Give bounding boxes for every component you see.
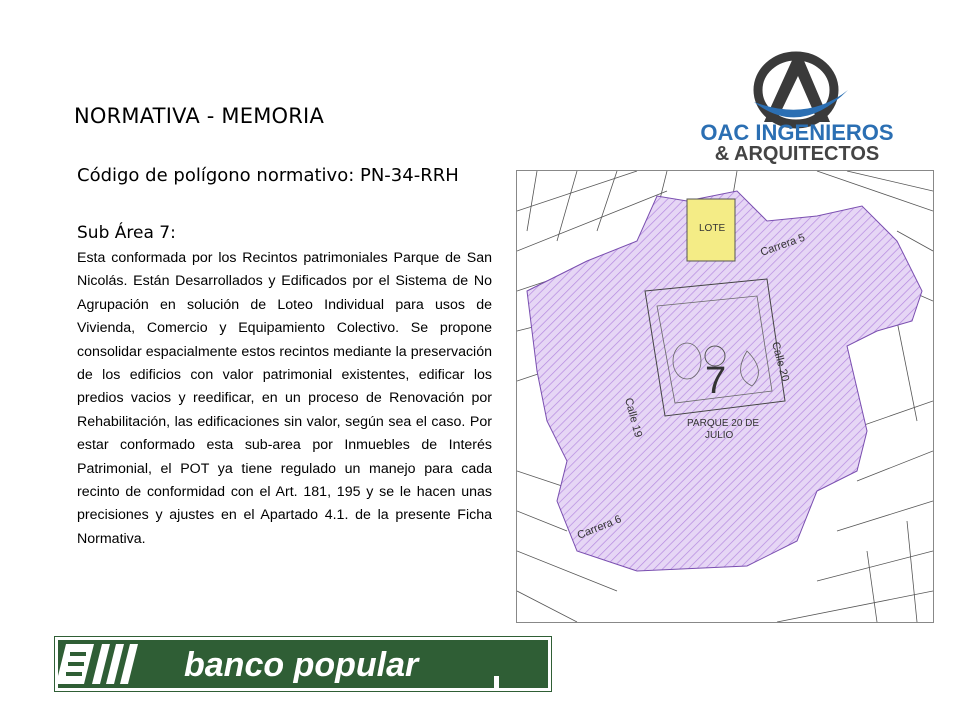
bank-name: banco popular — [184, 646, 419, 684]
street-calle-20: Calle 20 — [769, 340, 792, 383]
urban-map — [516, 170, 934, 623]
oac-logo-line1: OAC INGENIEROS — [700, 120, 894, 145]
street-carrera-6: Carrera 6 — [575, 513, 624, 542]
street-calle-19: Calle 19 — [622, 396, 645, 439]
oac-logo-line2: & ARQUITECTOS — [714, 143, 880, 165]
bank-mark — [494, 676, 499, 688]
polygon-code: Código de polígono normativo: PN-34-RRH — [77, 165, 459, 186]
park-name-line2: JULIO — [705, 430, 734, 441]
sub-area-heading: Sub Área 7: — [77, 223, 176, 243]
sub-area-description: Esta conformada por los Recintos patrimoniales Parque de San Nicolás. Están Desarrollados y Edificados por el Sistema de No Agrupación en solución de Loteo Individual para usos de Vivienda, Comercio y Equipamiento Colectivo. Se propone consolidar espacialmente estos recintos mediante la preservación de los edificios con valor patrimonial existentes, edificar los predios vacios y reedificar, en un proceso de Renovación por Rehabilitación, las edificaciones sin valor, según sea el caso. Por estar conformado esta sub-area por Inmuebles de Interés Patrimonial, el POT ya tiene regulado un manejo para cada recinto de conformidad con el Art. 181, 195 y se le hacen unas precisiones y ajustes en el Apartado 4.1. de la presente Ficha Normativa. — [77, 250, 492, 547]
oac-emblem-icon — [754, 56, 848, 124]
park-name-line1: PARQUE 20 DE — [687, 418, 760, 429]
lote-label: LOTE — [699, 223, 726, 234]
slide-title: NORMATIVA - MEMORIA — [74, 104, 325, 128]
banco-popular-logo — [54, 636, 552, 692]
oac-logo — [680, 50, 914, 165]
sub-area-number: 7 — [705, 360, 727, 402]
street-carrera-5: Carrera 5 — [758, 231, 807, 259]
